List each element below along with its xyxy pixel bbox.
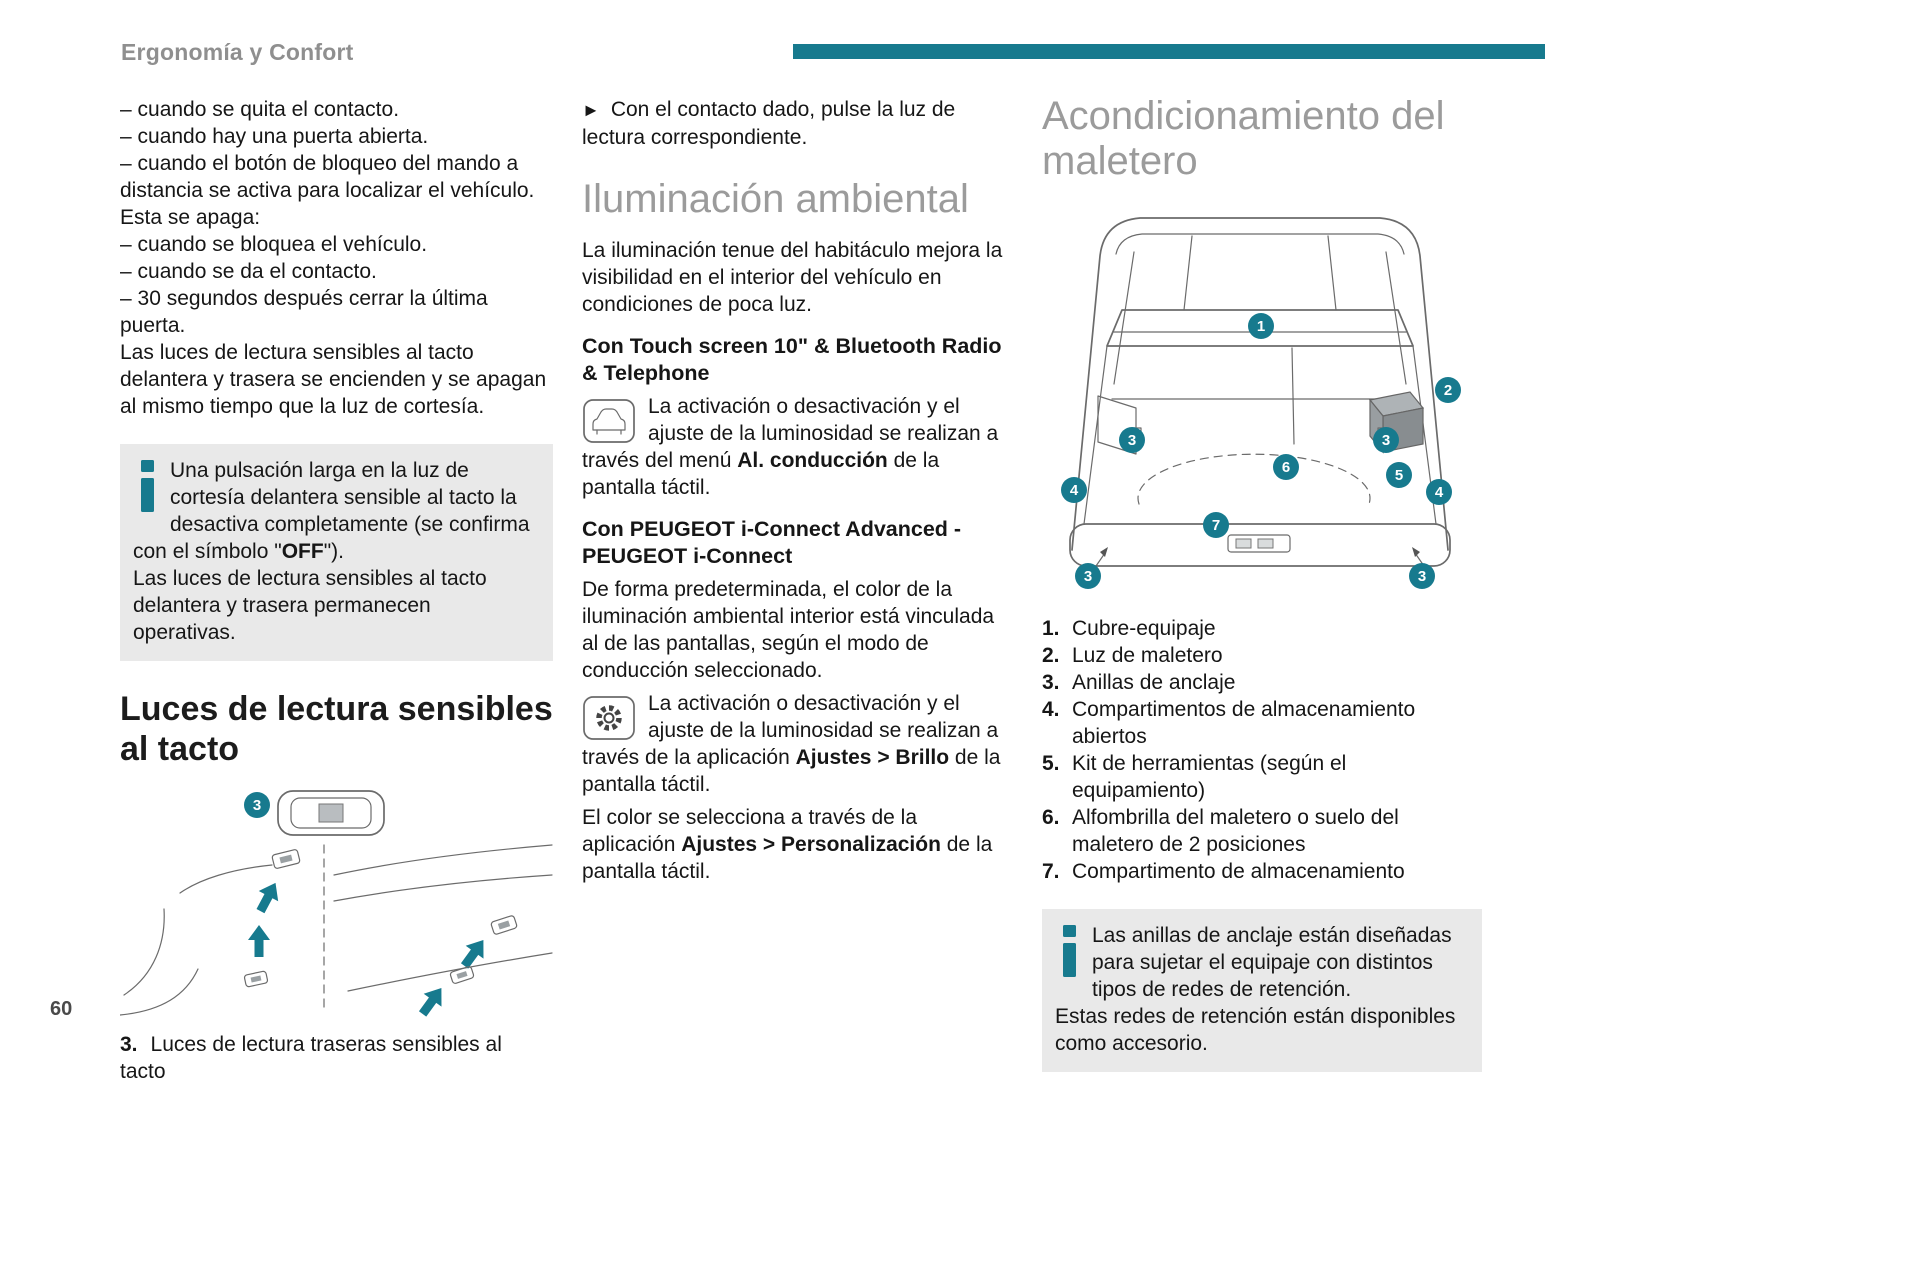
- info-box-courtesy-light: [120, 444, 553, 661]
- callout-2: [1435, 377, 1461, 403]
- svg-text:1: 1: [1256, 318, 1266, 335]
- reading-lights-illustration: [120, 783, 553, 1018]
- list-line: – 30 segundos después cerrar la última puerta.: [120, 287, 488, 337]
- boot-legend-list: [1042, 615, 1482, 885]
- body-paragraph: [582, 393, 1012, 501]
- info-icon: [1061, 925, 1078, 977]
- info-paragraph: Las luces de lectura sensibles al tacto delantera y trasera permanecen operativas.: [133, 567, 487, 644]
- instruction-text: Con el contacto dado, pulse la luz de lectura correspondiente.: [582, 98, 956, 149]
- body-text: de la pantalla táctil.: [582, 833, 993, 883]
- item-text: Compartimentos de almacenamiento abiertos: [1072, 698, 1416, 748]
- body-paragraph: De forma predeterminada, el color de la iluminación ambiental interior está vinculada al de las pantallas, según el modo de conducción seleccionado.: [582, 578, 995, 682]
- pointer-arrow: [414, 982, 451, 1018]
- drive-menu-paragraph: [582, 393, 1012, 501]
- menu-name: Ajustes > Brillo: [795, 746, 950, 769]
- drive-menu-icon: [582, 397, 636, 445]
- list-item: [1042, 642, 1482, 669]
- info-text: Una pulsación larga en la luz de cortesía delantera sensible al tacto la desactiva completamente (se confirma con el símbolo ": [133, 459, 530, 563]
- callout-3-left-lower: [1075, 563, 1101, 589]
- list-item: [1042, 804, 1482, 858]
- info-paragraph: Estas redes de retención están disponibles como accesorio.: [1055, 1005, 1456, 1055]
- instruction-paragraph: [582, 96, 1012, 151]
- callout-7: [1203, 512, 1229, 538]
- list-line: – cuando hay una puerta abierta.: [120, 125, 429, 148]
- item-text: Anillas de anclaje: [1072, 671, 1236, 694]
- body-text: El color se selecciona a través de la aplicación: [582, 806, 918, 856]
- callout-3-left-upper: [1119, 427, 1145, 453]
- callout-3-right-upper: [1373, 427, 1399, 453]
- svg-text:7: 7: [1211, 517, 1221, 534]
- list-item: [1042, 696, 1482, 750]
- page-number: 60: [50, 998, 73, 1020]
- body-paragraph: La iluminación tenue del habitáculo mejora la visibilidad en el interior del vehículo en condiciones de poca luz.: [582, 239, 1003, 316]
- item-number: 2.: [1042, 644, 1060, 667]
- item-text: Cubre-equipaje: [1072, 617, 1216, 640]
- caption-text: Luces de lectura traseras sensibles al tacto: [120, 1033, 502, 1083]
- list-line: – cuando se quita el contacto.: [120, 98, 400, 121]
- info-text: ").: [323, 540, 344, 563]
- info-paragraph: [133, 457, 537, 565]
- svg-text:3: 3: [1127, 432, 1137, 449]
- callout-3-front: [244, 792, 270, 818]
- list-line: – cuando el botón de bloqueo del mando a distancia se activa para localizar el vehículo.: [120, 152, 535, 202]
- item-text: Kit de herramientas (según el equipamiento): [1072, 752, 1347, 802]
- list-line: Esta se apaga:: [120, 206, 261, 229]
- item-text: Alfombrilla del maletero o suelo del maletero de 2 posiciones: [1072, 806, 1399, 856]
- item-number: 6.: [1042, 806, 1060, 829]
- subheading-touchscreen: Con Touch screen 10" & Bluetooth Radio & Telephone: [582, 334, 1002, 385]
- svg-text:3: 3: [1083, 568, 1093, 585]
- callout-4-right: [1426, 479, 1452, 505]
- running-header-title: Ergonomía y Confort: [121, 39, 354, 65]
- callout-6: [1273, 454, 1299, 480]
- info-icon: [139, 460, 156, 512]
- figure-caption: [120, 1031, 553, 1085]
- item-text: Compartimento de almacenamiento: [1072, 860, 1405, 883]
- pointer-triangle-icon: ►: [582, 100, 600, 120]
- item-number: 5.: [1042, 752, 1060, 775]
- callout-4-left: [1061, 477, 1087, 503]
- rear-light-unit: [491, 915, 518, 935]
- list-item: [1042, 858, 1482, 885]
- pointer-arrow: [248, 925, 270, 957]
- caption-number: 3.: [120, 1033, 138, 1056]
- svg-text:6: 6: [1281, 459, 1291, 476]
- info-paragraph: Las anillas de anclaje están diseñadas para sujetar el equipaje con distintos tipos de redes de retención.: [1092, 924, 1452, 1001]
- settings-gear-icon: [582, 694, 636, 742]
- figure-boot: [1042, 194, 1482, 599]
- callout-3-right-lower: [1409, 563, 1435, 589]
- rear-light-unit: [244, 971, 268, 987]
- body-text: La activación o desactivación y el ajuste de la luminosidad se realizan a través de la aplicación: [582, 692, 999, 769]
- body-paragraph: Las luces de lectura sensibles al tacto delantera y trasera se encienden y se apagan al mismo tiempo que la luz de cortesía.: [120, 341, 547, 418]
- header-accent-bar: [793, 44, 1545, 59]
- svg-text:3: 3: [1417, 568, 1427, 585]
- section-heading-ambient-lighting: Iluminación ambiental: [582, 177, 969, 221]
- item-number: 7.: [1042, 860, 1060, 883]
- list-line: – cuando se bloquea el vehículo.: [120, 233, 428, 256]
- list-item: [1042, 669, 1482, 696]
- column-right: [1042, 94, 1482, 1072]
- body-text: de la pantalla táctil.: [582, 449, 940, 499]
- svg-text:3: 3: [252, 797, 262, 814]
- menu-name: Ajustes > Personalización: [681, 833, 941, 856]
- body-text: de la pantalla táctil.: [582, 746, 1001, 796]
- svg-text:4: 4: [1434, 484, 1444, 501]
- item-number: 3.: [1042, 671, 1060, 694]
- settings-paragraph: [582, 690, 1012, 798]
- info-text-bold: OFF: [281, 540, 324, 563]
- body-paragraph: [582, 690, 1012, 798]
- svg-text:4: 4: [1069, 482, 1079, 499]
- info-box-lashing-rings: [1042, 909, 1482, 1072]
- menu-name: Al. conducción: [737, 449, 888, 472]
- column-middle: [582, 96, 1012, 885]
- list-item: [1042, 750, 1482, 804]
- pointer-arrow: [251, 878, 285, 917]
- rear-light-unit: [450, 966, 475, 984]
- boot-illustration: [1042, 194, 1482, 592]
- figure-reading-lights: [120, 783, 553, 1025]
- rear-light-unit: [272, 849, 301, 869]
- item-text: Luz de maletero: [1072, 644, 1223, 667]
- section-heading-reading-lights: Luces de lectura sensibles al tacto: [120, 690, 553, 768]
- svg-text:5: 5: [1394, 467, 1404, 484]
- conditions-list: [120, 96, 553, 420]
- svg-text:2: 2: [1443, 382, 1453, 399]
- body-text: La activación o desactivación y el ajuste de la luminosidad se realizan a través del menú: [582, 395, 999, 472]
- callout-1: [1248, 313, 1274, 339]
- item-number: 1.: [1042, 617, 1060, 640]
- section-heading-boot: Acondicionamiento del maletero: [1042, 94, 1445, 183]
- list-line: – cuando se da el contacto.: [120, 260, 377, 283]
- callout-5: [1386, 462, 1412, 488]
- body-paragraph: [582, 804, 1012, 885]
- item-number: 4.: [1042, 698, 1060, 721]
- column-left: [120, 96, 553, 1085]
- list-item: [1042, 615, 1482, 642]
- subheading-iconnect: Con PEUGEOT i-Connect Advanced - PEUGEOT i-Connect: [582, 517, 962, 568]
- svg-text:3: 3: [1381, 432, 1391, 449]
